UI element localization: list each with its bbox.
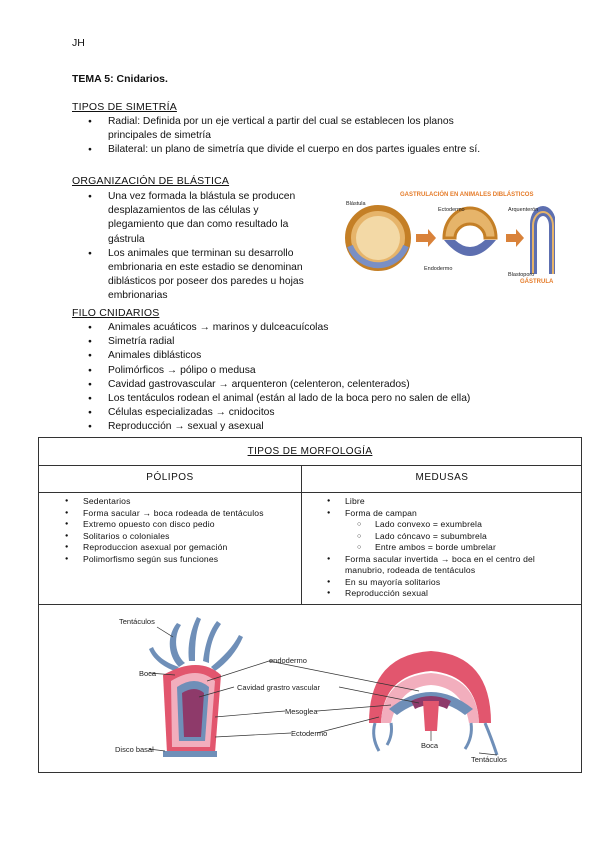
phylum-heading: FILO CNIDARIOS <box>72 307 160 319</box>
label-boca: Boca <box>139 669 157 678</box>
morphology-table <box>38 437 582 773</box>
line: manubrio, rodeada de tentáculos <box>345 565 476 575</box>
line: Una vez formada la blástula se producen <box>108 191 296 202</box>
list-item: ● Bilateral: un plano de simetría que divide el cuerpo en dos partes iguales entre sí. <box>72 143 542 157</box>
polyps-heading: PÓLIPOS <box>146 472 194 483</box>
phylum-list <box>72 321 552 435</box>
page-title: TEMA 5: Cnidarios. <box>72 73 168 85</box>
line: embrionarias <box>108 290 168 302</box>
line: embrionaria en este estadio se denominan <box>108 262 303 274</box>
label-mesoglea: Mesoglea <box>285 707 318 716</box>
table-title: TIPOS DE MORFOLOGÍA <box>247 446 373 457</box>
line: diblásticos por poseer dos paredes u hojas <box>108 276 304 288</box>
label-ectodermo: Ectodermo <box>438 207 465 213</box>
list-item: ● Animales acuáticos → marinos y dulceacuícolas <box>72 321 552 335</box>
list-item: ● Células especializadas → cnidocitos <box>72 406 552 420</box>
list-item: ● Reproduccion asexual por gemación <box>39 542 301 554</box>
list-item <box>301 554 583 577</box>
medusae-heading: MEDUSAS <box>415 472 469 483</box>
list-item: ● En su mayoría solitarios <box>301 577 583 589</box>
list-item: ● Simetría radial <box>72 335 552 349</box>
line: Los animales que terminan su desarrollo <box>108 247 294 259</box>
label-cavidad: Cavidad grastro vascular <box>237 683 320 692</box>
list-item: ● Reproducción sexual <box>301 588 583 600</box>
label-arquenteron: Arquenterón <box>508 207 539 213</box>
list-item: ● Los tentáculos rodean el animal (están al lado de la boca pero no salen de ella) <box>72 392 552 406</box>
symmetry-heading: TIPOS DE SIMETRÍA <box>72 101 177 113</box>
list-item: ● Sedentarios <box>39 496 301 508</box>
label-disco-basal: Disco basal <box>115 745 154 754</box>
list-item: ● Cavidad gastrovascular → arquenteron (celenteron, celenterados) <box>72 378 552 392</box>
polyps-list <box>39 496 301 565</box>
line: gástrula <box>108 233 145 245</box>
list-item: ● Polimorfismo según sus funciones <box>39 554 301 566</box>
author-initials: JH <box>72 37 85 49</box>
list-item: ● Polimórficos → pólipo o medusa <box>72 364 552 378</box>
blastic-list <box>72 190 342 304</box>
sub-list-item: ○ Lado convexo = exumbrela <box>301 519 583 531</box>
list-item: ● Forma de campan <box>301 508 583 520</box>
list-item: ● Animales diblásticos <box>72 349 552 363</box>
list-item: ● Radial: Definida por un eje vertical a partir del cual se establecen los planos <box>72 115 542 129</box>
line: Forma sacular invertida → boca en el centro del <box>345 553 535 564</box>
label-endodermo: Endodermo <box>424 266 453 272</box>
label-ectodermo: Ectodermo <box>291 729 328 738</box>
list-item: ● Extremo opuesto con disco pedio <box>39 519 301 531</box>
label-tentaculos: Tentáculos <box>119 617 155 626</box>
list-item-continuation: principales de simetría <box>108 130 212 142</box>
symmetry-list <box>72 115 542 158</box>
list-item: ● Libre <box>301 496 583 508</box>
label-blastula: Blástula <box>346 201 366 207</box>
sub-list-item: ○ Entre ambos = borde umbrelar <box>301 542 583 554</box>
gastrulation-figure <box>340 188 555 288</box>
cnidarian-anatomy-diagram <box>39 605 581 772</box>
sub-list-item: ○ Lado cóncavo = subumbrela <box>301 531 583 543</box>
list-item: ● Reproducción → sexual y asexual <box>72 420 552 434</box>
medusae-list <box>301 496 583 600</box>
divider <box>39 492 581 493</box>
list-item: ● Forma sacular → boca rodeada de tentáculos <box>39 508 301 520</box>
figure-title: GASTRULACIÓN EN ANIMALES DIBLÁSTICOS <box>400 192 534 198</box>
divider <box>39 465 581 466</box>
line: plegamiento que dan como resultado la <box>108 219 289 231</box>
label-boca-medusa: Boca <box>421 741 439 750</box>
list-item <box>72 190 342 247</box>
label-blastoporo: Blastoporo <box>508 272 535 278</box>
list-item <box>72 247 342 304</box>
label-gastrula: GÁSTRULA <box>520 279 554 285</box>
line: desplazamientos de las células y <box>108 205 259 217</box>
label-tentaculos-medusa: Tentáculos <box>471 755 507 764</box>
blastic-heading: ORGANIZACIÓN DE BLÁSTICA <box>72 175 230 187</box>
label-endodermo: endodermo <box>269 656 307 665</box>
list-item: ● Solitarios o coloniales <box>39 531 301 543</box>
